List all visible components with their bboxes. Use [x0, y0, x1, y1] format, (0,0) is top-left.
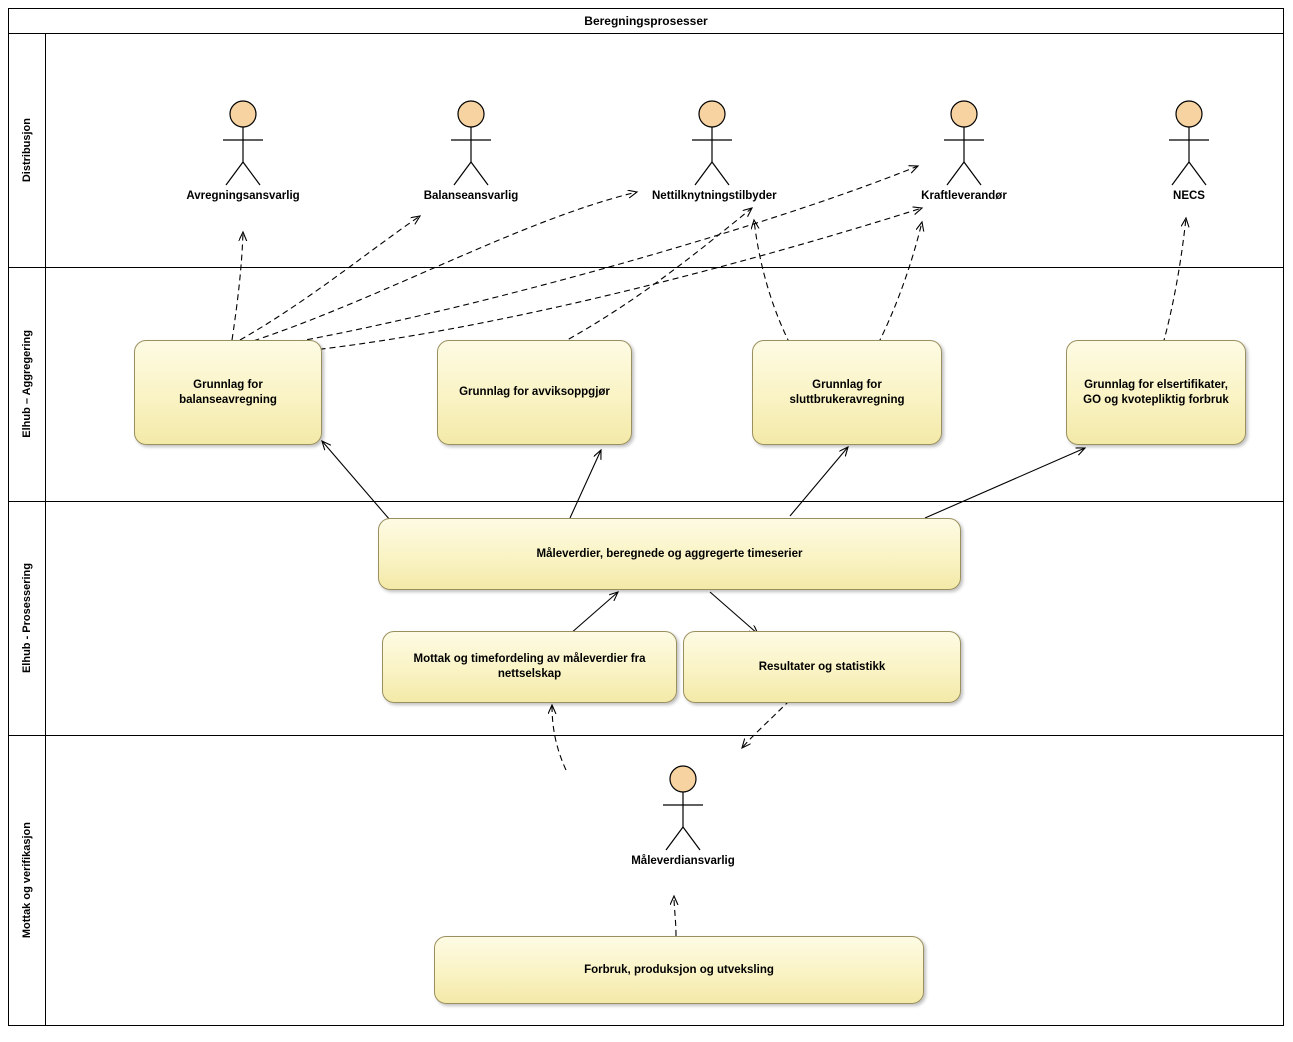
- lane-label-distribusjon: [9, 33, 45, 267]
- actor-label: Måleverdiansvarlig: [631, 855, 735, 867]
- lane-label-divider: [45, 33, 46, 1026]
- node-label: Grunnlag for elsertifikater, GO og kvotepliktig forbruk: [1083, 378, 1229, 406]
- node-label: Grunnlag for avviksoppgjør: [459, 386, 610, 399]
- diagram-title: Beregningsprosesser: [584, 14, 708, 28]
- actor-label: Nettilknytningstilbyder: [652, 190, 777, 202]
- actor-label: Kraftleverandør: [921, 190, 1007, 202]
- node-grunnlag-elsertifikater[interactable]: [1066, 340, 1246, 445]
- actor-icon: [213, 100, 273, 188]
- node-label: Grunnlag for sluttbrukeravregning: [789, 378, 905, 406]
- actor-icon: [682, 100, 742, 188]
- node-label: Forbruk, produksjon og utveksling: [584, 963, 774, 976]
- node-label: Mottak og timefordeling av måleverdier fra nettselskap: [413, 653, 646, 680]
- lane-label-mottak: [9, 735, 45, 1026]
- actor-avregningsansvarlig[interactable]: [183, 100, 303, 202]
- lane-divider-top: [9, 33, 1283, 34]
- lane-label-text: Elhub - Prosessering: [21, 562, 33, 674]
- actor-nettilknytningstilbyder[interactable]: [652, 100, 777, 202]
- lane-label-text: Distribusjon: [21, 117, 33, 183]
- node-resultater-statistikk[interactable]: [683, 631, 961, 703]
- lane-label-text: Mottak og verifikasjon: [21, 822, 33, 939]
- lane-label-text: Elhub – Aggregering: [21, 330, 33, 438]
- actor-necs[interactable]: [1129, 100, 1249, 202]
- node-label: Måleverdier, beregnede og aggregerte timeserier: [536, 547, 803, 560]
- actor-label: Balanseansvarlig: [423, 190, 519, 202]
- node-label: Resultater og statistikk: [758, 660, 886, 673]
- lane-label-prosessering: [9, 501, 45, 735]
- lane-divider-3: [9, 735, 1283, 736]
- actor-kraftleverandor[interactable]: [904, 100, 1024, 202]
- actor-icon: [653, 765, 713, 853]
- node-mottak-timefordeling[interactable]: [382, 631, 677, 703]
- actor-icon: [1159, 100, 1219, 188]
- lane-label-aggregering: [9, 267, 45, 501]
- actor-label: Avregningsansvarlig: [186, 190, 300, 202]
- lane-divider-2: [9, 501, 1283, 502]
- node-maleverdier-timeserier[interactable]: [378, 518, 961, 590]
- node-grunnlag-sluttbrukeravregning[interactable]: [752, 340, 942, 445]
- actor-icon: [934, 100, 994, 188]
- node-grunnlag-avviksoppgjor[interactable]: [437, 340, 632, 445]
- node-label: Grunnlag for balanseavregning: [179, 378, 277, 406]
- actor-maleverdiansvarlig[interactable]: [623, 765, 743, 867]
- actor-icon: [441, 100, 501, 188]
- actor-balanseansvarlig[interactable]: [411, 100, 531, 202]
- node-forbruk-produksjon-utveksling[interactable]: [434, 936, 924, 1004]
- node-grunnlag-balanseavregning[interactable]: [134, 340, 322, 445]
- lane-divider-1: [9, 267, 1283, 268]
- actor-label: NECS: [1173, 190, 1205, 202]
